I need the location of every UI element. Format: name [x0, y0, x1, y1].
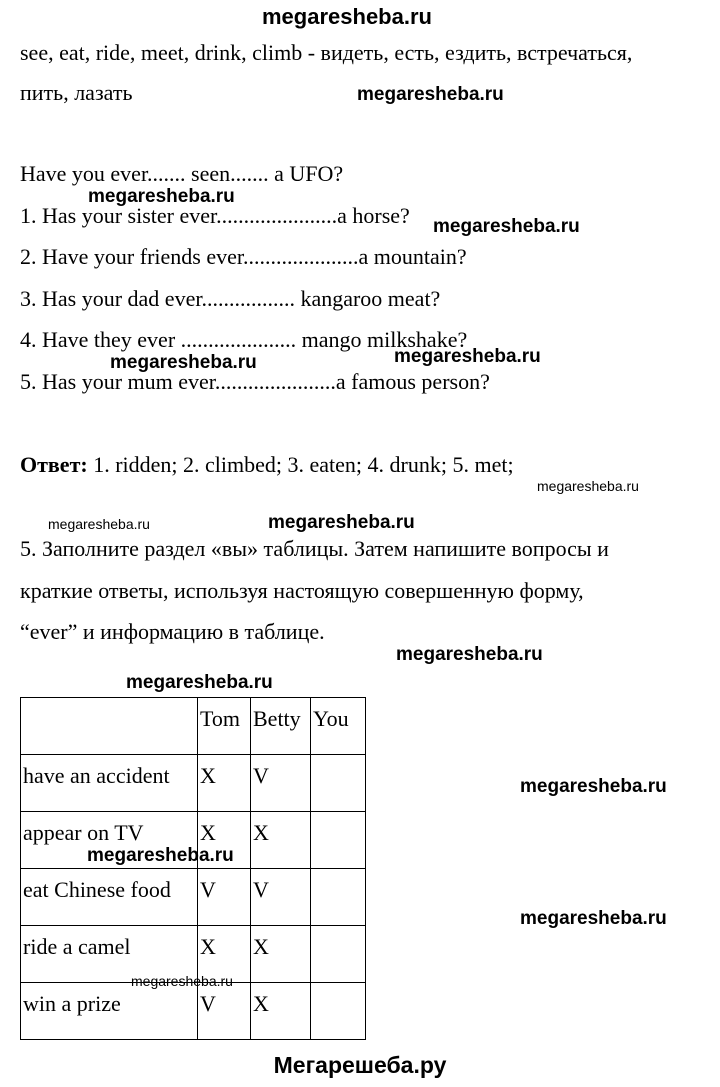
table-header-cell: [21, 698, 198, 755]
answer-text: 1. ridden; 2. climbed; 3. eaten; 4. drunk; 5. met;: [87, 452, 514, 477]
watermark: megaresheba.ru: [520, 908, 667, 929]
table-cell: win a prize: [21, 983, 198, 1040]
table-cell: V: [198, 983, 251, 1040]
table-cell: V: [251, 755, 311, 812]
table-cell: [311, 983, 366, 1040]
table-cell: X: [198, 926, 251, 983]
table-cell: have an accident: [21, 755, 198, 812]
table-header-cell: You: [311, 698, 366, 755]
intro-line-2: пить, лазать: [20, 80, 133, 105]
footer-brand: Мегарешеба.ру: [273, 1052, 447, 1078]
table-cell: eat Chinese food: [21, 869, 198, 926]
table-row: [21, 812, 366, 869]
question-3: 3. Has your dad ever................. kangaroo meat?: [20, 286, 441, 311]
table-cell: ride a camel: [21, 926, 198, 983]
table-cell: X: [198, 755, 251, 812]
question-5: 5. Has your mum ever......................a famous person?: [20, 369, 490, 394]
question-4: 4. Have they ever ..................... mango milkshake?: [20, 327, 468, 352]
answer-label: Ответ:: [20, 452, 88, 477]
intro-line-1: see, eat, ride, meet, drink, climb - видеть, есть, ездить, встречаться,: [20, 40, 633, 65]
watermark: megaresheba.ru: [396, 644, 543, 665]
table-cell: V: [198, 869, 251, 926]
table-row: [21, 983, 366, 1040]
example-sentence: Have you ever....... seen....... a UFO?: [20, 161, 344, 186]
watermark: megaresheba.ru: [262, 4, 432, 29]
task-line-3: “ever” и информацию в таблице.: [20, 619, 325, 644]
watermark: megaresheba.ru: [357, 84, 504, 105]
table-cell: V: [251, 869, 311, 926]
experience-table: [20, 697, 366, 1040]
table-cell: X: [251, 812, 311, 869]
watermark: megaresheba.ru: [131, 973, 233, 989]
table-row: [21, 869, 366, 926]
table-cell: X: [251, 926, 311, 983]
watermark: megaresheba.ru: [88, 186, 235, 207]
table-cell: appear on TV: [21, 812, 198, 869]
watermark: megaresheba.ru: [520, 776, 667, 797]
table-cell: X: [198, 812, 251, 869]
table-cell: [311, 926, 366, 983]
table-cell: [311, 755, 366, 812]
watermark: megaresheba.ru: [537, 478, 639, 494]
watermark: megaresheba.ru: [48, 516, 150, 532]
watermark: megaresheba.ru: [433, 216, 580, 237]
watermark: megaresheba.ru: [394, 346, 541, 367]
table-header-cell: Tom: [198, 698, 251, 755]
table-header-cell: Betty: [251, 698, 311, 755]
task-line-2: краткие ответы, используя настоящую совершенную форму,: [20, 578, 584, 603]
table-header-row: [21, 698, 366, 755]
table-cell: [311, 812, 366, 869]
table-row: [21, 755, 366, 812]
table-row: [21, 926, 366, 983]
task-line-1: 5. Заполните раздел «вы» таблицы. Затем напишите вопросы и: [20, 536, 609, 561]
question-2: 2. Have your friends ever.....................a mountain?: [20, 244, 467, 269]
watermark: megaresheba.ru: [268, 512, 415, 533]
watermark: megaresheba.ru: [87, 845, 234, 866]
watermark: megaresheba.ru: [110, 352, 257, 373]
table-cell: X: [251, 983, 311, 1040]
table-cell: [311, 869, 366, 926]
answer: [20, 452, 514, 478]
question-1: 1. Has your sister ever......................a horse?: [20, 203, 410, 228]
watermark: megaresheba.ru: [126, 672, 273, 693]
